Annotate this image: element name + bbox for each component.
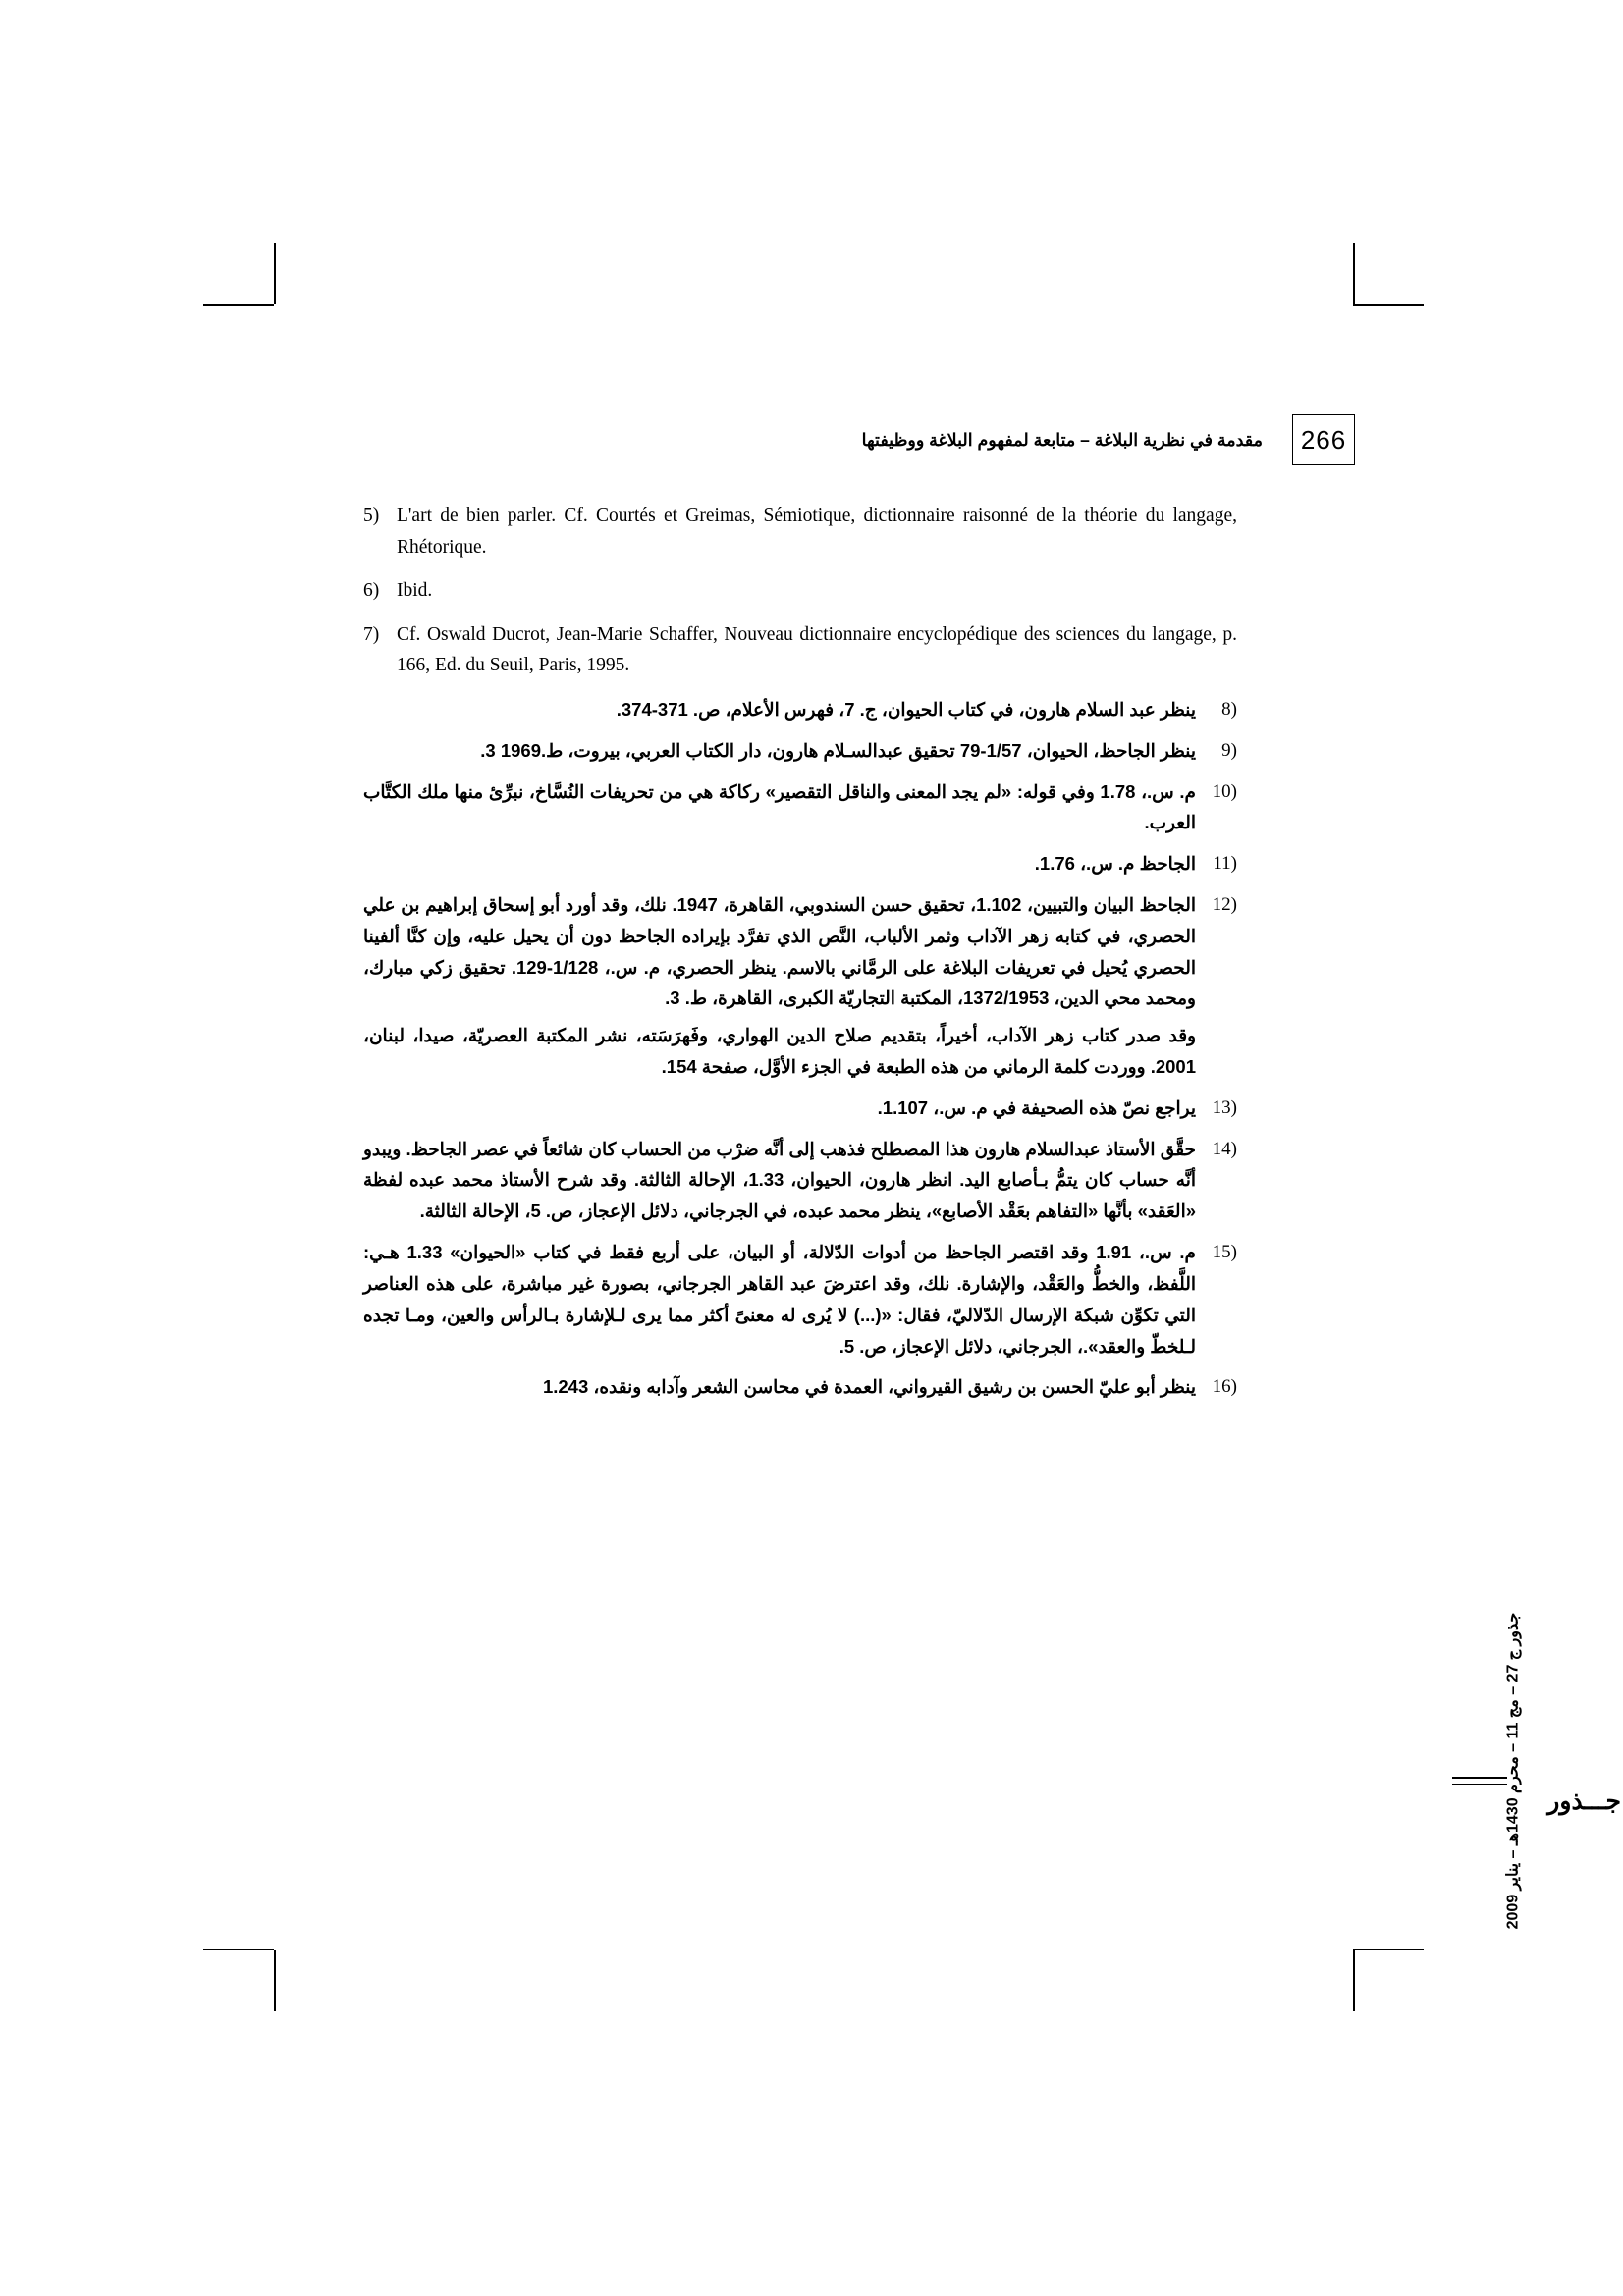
endnote-text: الجاحظ م. س.، 1.76. [1034, 853, 1196, 875]
crop-mark-bottom-left-horizontal [203, 1949, 274, 1950]
endnote-marker: (12 [1212, 893, 1237, 915]
crop-mark-top-left-vertical [274, 243, 276, 304]
endnote-text: ينظر عبد السلام هارون، في كتاب الحيوان، ج. 7، فهرس الأعلام، ص. 371-374. [616, 698, 1196, 720]
endnote-14 [363, 1134, 1237, 1227]
endnote-marker: (10 [1212, 780, 1237, 802]
endnotes-list [363, 501, 1237, 1413]
endnote-6 [363, 575, 1237, 607]
endnote-text: L'art de bien parler. Cf. Courtés et Greimas, Sémiotique, dictionnaire raisonné de la théorie du langage, Rhétorique. [397, 506, 1237, 558]
endnote-marker: (16 [1212, 1376, 1237, 1398]
endnote-text: حقَّق الأستاذ عبدالسلام هارون هذا المصطلح فذهب إلى أنَّه ضرْب من الحساب كان شائعاً في عصر الجاحظ. ويبدو أنَّه حساب كان يتمُّ بـأصابع اليد. انظر هارون، الحيوان، 1.33، الإحالة الثالثة. وقد شرح الأستاذ محمد عبده لفظة «العَقد» بأنَّها «التفاهم بعَقْد الأصابع»، ينظر محمد عبده، في الجرجاني، دلائل الإعجاز، ص. 5، الإحالة الثالثة. [363, 1138, 1196, 1222]
crop-mark-top-right-vertical [1353, 243, 1355, 304]
endnote-11 [363, 848, 1237, 880]
endnote-9 [363, 735, 1237, 767]
endnote-marker: (8 [1221, 698, 1237, 720]
endnote-text: وقد صدر كتاب زهر الآداب، أخيراً، بتقديم صلاح الدين الهواري، وفَهرَسَته، نشر المكتبة العصريّة، صيدا، لبنان، 2001. ووردت كلمة الرماني من هذه الطبعة في الجزء الأوَّل، صفحة 154. [363, 1025, 1196, 1078]
endnote-marker: (15 [1212, 1242, 1237, 1263]
header-title: مقدمة في نظرية البلاغة – متابعة لمفهوم البلاغة ووظيفتها [861, 429, 1263, 450]
side-rule-thin [1452, 1784, 1507, 1785]
endnote-marker: 5) [363, 506, 380, 526]
endnote-text: Cf. Oswald Ducrot, Jean-Marie Schaffer, Nouveau dictionnaire encyclopédique des sciences du langage, p. 166, Ed. du Seuil, Paris, 1995. [397, 623, 1237, 676]
endnote-15 [363, 1237, 1237, 1362]
endnote-5 [363, 501, 1237, 562]
endnote-text: الجاحظ البيان والتبيين، 1.102، تحقيق حسن السندوبي، القاهرة، 1947. نلك، وقد أورد أبو إسحاق إبراهيم بن علي الحصري، في كتابه زهر الآداب وثمر الألباب، النَّص الذي تفرَّد بإيراده الجاحظ دون أن يحيل عليه، وإن كنَّا ألفينا الحصري يُحيل في تعريفات البلاغة على الرمَّاني بالاسم. ينظر الحصري، م. س.، 1/128-129. تحقيق زكي مبارك، ومحمد محي الدين، 1372/1953، المكتبة التجاريّة الكبرى، القاهرة، ط. 3. [363, 893, 1197, 1009]
endnote-8 [363, 694, 1237, 725]
journal-issue-line: جذور ج 27 – مج 11 – محرم 1430هـ – يناير 2009 [1505, 1612, 1522, 1930]
crop-mark-top-left-horizontal [203, 304, 274, 306]
endnote-marker: (9 [1221, 739, 1237, 761]
endnote-text: م. س.، 1.78 وفي قوله: «لم يجد المعنى والناقل التقصير» ركاكة هي من تحريفات النُسَّاخ، نبرِّئ منها ملك الكتَّاب العرب. [363, 780, 1196, 833]
crop-mark-bottom-right-vertical [1353, 1950, 1355, 2011]
crop-mark-top-right-horizontal [1353, 304, 1424, 306]
endnote-7 [363, 619, 1237, 681]
endnote-text: ينظر الجاحظ، الحيوان، 1/57-79 تحقيق عبدالسـلام هارون، دار الكتاب العربي، بيروت، ط.1969 3. [480, 739, 1196, 761]
endnote-marker: 7) [363, 623, 380, 645]
endnote-text: ينظر أبو عليّ الحسن بن رشيق القيرواني، العمدة في محاسن الشعر وآدابه ونقده، 1.243 [542, 1376, 1196, 1398]
journal-side-strip [1468, 1296, 1522, 1930]
endnote-12-continuation [363, 1020, 1237, 1083]
journal-logo: جـــذور [1547, 1788, 1621, 1815]
endnote-text: يراجع نصّ هذه الصحيفة في م. س.، 1.107. [877, 1096, 1196, 1118]
endnote-marker: (13 [1212, 1096, 1237, 1118]
crop-mark-bottom-left-vertical [274, 1950, 276, 2011]
endnote-marker: 6) [363, 580, 380, 602]
crop-mark-bottom-right-horizontal [1353, 1949, 1424, 1950]
endnote-marker: (11 [1213, 853, 1237, 875]
side-rule-thick [1452, 1777, 1507, 1779]
endnote-12 [363, 889, 1237, 1014]
endnote-10 [363, 776, 1237, 839]
running-header [275, 412, 1355, 467]
endnote-13 [363, 1093, 1237, 1124]
page-number: 266 [1292, 414, 1355, 465]
endnote-marker: (14 [1212, 1138, 1237, 1159]
endnote-16 [363, 1371, 1237, 1403]
endnote-text: م. س.، 1.91 وقد اقتصر الجاحظ من أدوات الدّلالة، أو البيان، على أربع فقط في كتاب «الحيوان» 1.33 هـي: اللَّفظ، والخطُّ والعَقْد، والإشارة. نلك، وقد اعترضَ عبد القاهر الجرجاني، بصورة غير مباشرة، على هذه العناصر التي تكوِّن شبكة الإرسال الدّلاليّ، فقال: «(...) لا يُرى له معنىً أكثر مما يرى لـلإشارة بـالرأس والعين، ومـا تجده لـلخطّ والعقد».، الجرجاني، دلائل الإعجاز، ص. 5. [363, 1242, 1196, 1357]
endnote-text: Ibid. [397, 580, 433, 602]
